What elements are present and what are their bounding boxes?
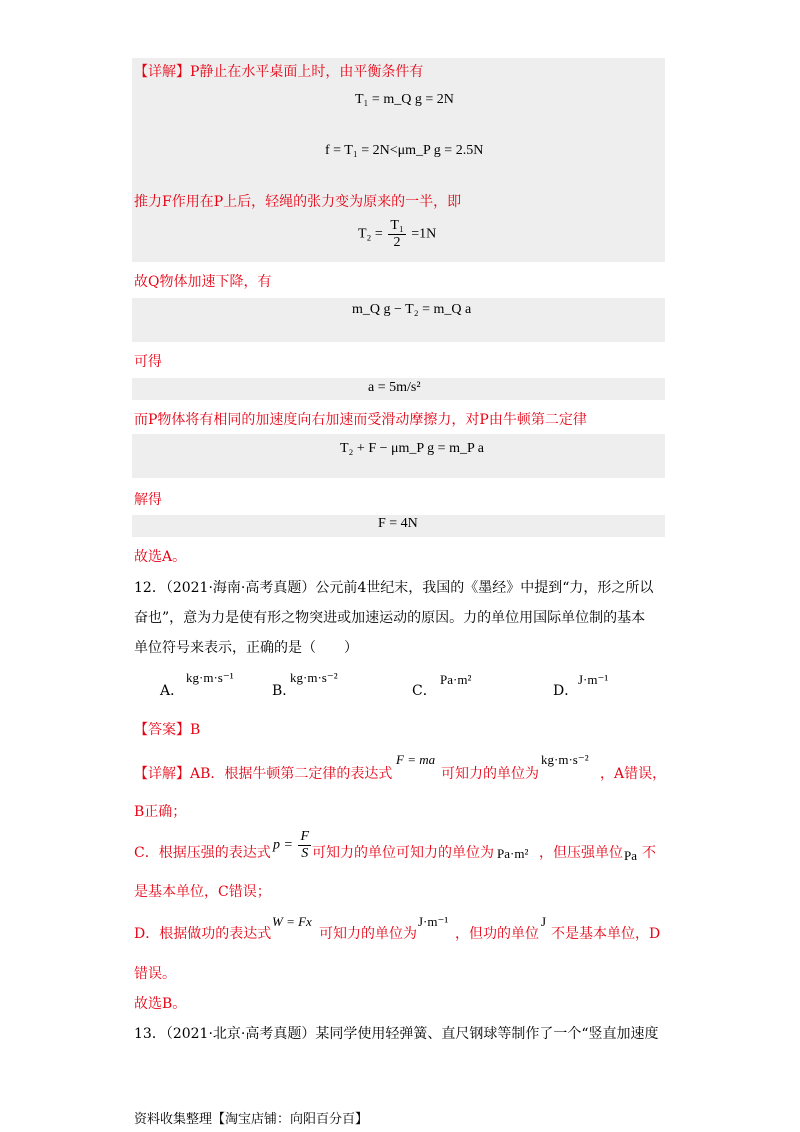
explanation-line: D．根据做功的表达式 [134,926,272,942]
equation: m_Q g − T₂ = m_Q a [352,302,472,317]
unit-pa: Pa [624,848,637,863]
option-a-label: A． [160,683,185,699]
equation: T₁ = m_Q g = 2N [355,92,454,107]
option-b-unit: kg·m·s⁻² [290,670,338,685]
explanation-line: 【详解】AB．根据牛顿第二定律的表达式 [134,766,393,782]
option-b-label: B． [272,683,297,699]
explanation-text: 错误。 [134,966,176,982]
solution-text: 可得 [134,354,162,370]
option-c-label: C． [412,683,437,699]
explanation-text: 是基本单位，C错误； [134,884,271,900]
explanation-text: 可知力的单位为 [441,766,539,782]
option-c-unit: Pa·m² [440,672,472,687]
solution-text: 推力F作用在P上后，轻绳的张力变为原来的一半，即 [134,194,462,210]
explanation-text: 不 [642,845,656,861]
solution-text: 【详解】P静止在水平桌面上时，由平衡条件有 [134,64,424,80]
explanation-text: ，但功的单位 [455,926,539,942]
option-d-unit: J·m⁻¹ [578,672,609,687]
equation: a = 5m/s² [368,380,421,395]
answer-conclusion: 故选B。 [134,996,187,1012]
question-12-text: 单位符号来表示，正确的是（ ） [134,640,358,656]
solution-text: 而P物体将有相同的加速度向右加速而受滑动摩擦力，对P由牛顿第二定律 [134,412,587,428]
unit-kg-m-s2: kg·m·s⁻² [541,752,589,767]
solution-conclusion: 故选A。 [134,549,187,565]
explanation-line: C．根据压强的表达式 [134,845,271,861]
unit-pa-m2: Pa·m² [497,846,529,861]
equation: f = T₁ = 2N<μm_P g = 2.5N [325,143,484,158]
option-a-unit: kg·m·s⁻¹ [186,670,234,685]
equation: T₂ + F − μm_P g = m_P a [340,441,484,456]
unit-j: J [541,914,547,929]
formula-work: W = Fx [272,914,312,929]
page-footer: 资料收集整理【淘宝店铺：向阳百分百】 [134,1112,369,1127]
equation-fraction: T₂ = $\frac{\text{T₁}}{2}$ =1N [358,218,437,250]
answer-label: 【答案】B [134,722,201,738]
formula-pressure: p = $\frac{F}{S}$ [273,829,310,861]
solution-text: 故Q物体加速下降，有 [134,274,272,290]
unit-j-m: J·m⁻¹ [418,914,449,929]
solution-text: 解得 [134,492,162,508]
option-d-label: D． [553,683,579,699]
question-12-text: 12．（2021·海南·高考真题）公元前4世纪末，我国的《墨经》中提到“力，形之所以 [134,580,654,596]
explanation-text: 可知力的单位可知力的单位为 [312,845,494,861]
equation: F = 4N [378,516,418,531]
explanation-text: ，但压强单位 [539,845,623,861]
explanation-text: 不是基本单位，D [551,926,661,942]
question-13-text: 13．（2021·北京·高考真题）某同学使用轻弹簧、直尺钢球等制作了一个“竖直加速度 [134,1026,659,1042]
explanation-text: B正确； [134,804,187,820]
explanation-text: 可知力的单位为 [319,926,417,942]
question-12-text: 奋也”，意为力是使有形之物突进或加速运动的原因。力的单位用国际单位制的基本 [134,610,646,626]
explanation-text: ，A错误， [600,766,667,782]
formula-f-ma: F = ma [396,752,436,767]
